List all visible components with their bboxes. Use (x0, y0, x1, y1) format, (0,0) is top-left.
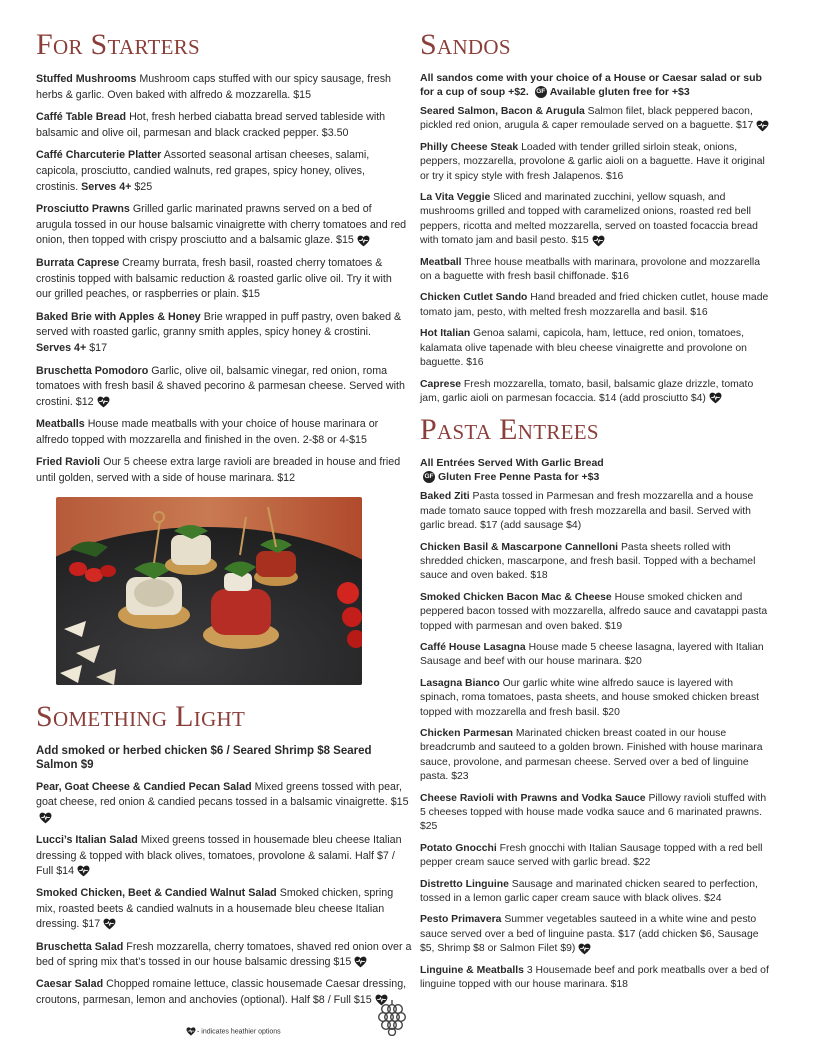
menu-item-description: Three house meatballs with marinara, provolone and mozzarella on a baguette with fresh basil chiffonade. $16 (420, 256, 760, 283)
gluten-free-icon: GF (423, 471, 435, 483)
menu-item-name: Fried Ravioli (36, 456, 101, 469)
pasta-note-line1: All Entrées Served With Garlic Bread (420, 457, 604, 470)
menu-item (36, 110, 408, 141)
menu-item-name: Seared Salmon, Bacon & Arugula (420, 106, 585, 117)
menu-item-description: Pasta tossed in Parmesan and fresh mozzarella and a house made tomato sauce topped with fresh mozzarella and basil. Served with garlic bread. $17 (add sausage $4) (420, 491, 754, 532)
legend-text: - indicates heathier options (197, 1028, 281, 1036)
menu-item-name: Chicken Cutlet Sando (420, 292, 528, 304)
starters-heading: For Starters (36, 28, 201, 61)
menu-item-description: Creamy burrata, fresh basil, roasted cherry tomatoes & crostinis topped with balsamic reduction & roasted garlic olive oil. Try it with our grilled peaches, or raspberries or plain. $15 (36, 256, 392, 301)
menu-item (420, 591, 772, 634)
menu-item (420, 191, 772, 249)
menu-item (420, 727, 772, 785)
sandos-note (420, 72, 772, 99)
menu-item-description: Fresh gnocchi with Italian Sausage topped with a red bell pepper cream sauce served with garlic bread. $22 (420, 842, 763, 869)
menu-item-description: Sliced and marinated zucchini, yellow squash, and mushrooms grilled and topped with caramelized onions, roasted red bell peppers, ricotta and melted mozzarella, served on toasted focaccia bread with tomato jam and basil pesto. $15 (420, 192, 758, 247)
gluten-free-icon: GF (535, 86, 547, 98)
menu-item-name: Hot Italian (420, 328, 471, 340)
menu-item-description: Sausage and marinated chicken seared to perfection, tossed in a lemon garlic caper cream sauce with black olives. $24 (420, 878, 758, 905)
menu-item-description: Smoked chicken, spring mix, roasted beets & candied walnuts in a housemade bleu cheese Italian dressing. $17 (36, 887, 394, 931)
menu-item (36, 780, 414, 826)
menu-item-name: Burrata Caprese (36, 256, 120, 269)
heart-health-icon (357, 235, 370, 247)
menu-item-name: Philly Cheese Steak (420, 141, 519, 153)
menu-item-name: Baked Ziti (420, 491, 470, 503)
menu-item (36, 940, 414, 971)
heart-health-icon (103, 918, 116, 930)
menu-item-name: Caffé Table Bread (36, 111, 127, 124)
light-list (36, 780, 414, 1008)
menu-item-description: Fresh mozzarella, tomato, basil, balsamic glaze drizzle, tomato jam, garlic aioli on parmesan focaccia. $14 (add prosciutto $4) (420, 378, 754, 404)
menu-item (420, 141, 772, 184)
menu-item (420, 256, 772, 285)
menu-item-description: Mushroom caps stuffed with our spicy sausage, fresh herbs & garlic. Oven baked with alfredo & mozzarella. $15 (36, 73, 392, 101)
menu-item (36, 72, 408, 103)
right-column (420, 28, 772, 1000)
menu-item-description: Garlic, olive oil, balsamic vinegar, red onion, roma tomatoes with fresh basil & shaved pecorino & parmesan cheese. Served with crostini. $12 (36, 364, 405, 408)
menu-item-description: Hand breaded and fried chicken cutlet, house made tomato jam, pesto, with melted fresh mozzarella and basil. $16 (420, 292, 769, 318)
menu-item-name: Potato Gnocchi (420, 842, 497, 854)
menu-item-description: House made meatballs with your choice of house marinara or alfredo topped with mozzarella and finished in the oven. 2-$8 or 4-$15 (36, 418, 379, 446)
light-addons-note: Add smoked or herbed chicken $6 / Seared Shrimp $8 Seared Salmon $9 (36, 745, 372, 771)
sandos-list (420, 105, 772, 406)
menu-item-name: Distretto Linguine (420, 878, 509, 890)
menu-item (36, 364, 408, 411)
menu-item-description: Marinated chicken breast coated in our house breadcrumb and sauteed to a golden brown. Finished with house marinara sauce, provolone, and parmesan cheese. Served over a bed of linguine pasta. $23 (420, 728, 763, 783)
menu-item-name: Smoked Chicken Bacon Mac & Cheese (420, 591, 612, 603)
heart-health-icon (39, 812, 52, 824)
menu-item (36, 417, 408, 448)
menu-item (420, 291, 772, 320)
pasta-note-line2: Gluten Free Penne Pasta for +$3 (438, 470, 600, 483)
menu-item-name: Pear, Goat Cheese & Candied Pecan Salad (36, 781, 252, 793)
menu-item-serving: Serves 4+ (81, 180, 132, 193)
menu-item (36, 455, 408, 486)
pasta-list (420, 490, 772, 992)
menu-item-name: Meatball (420, 256, 462, 268)
left-column (36, 28, 408, 494)
appetizer-photo (56, 497, 362, 685)
menu-item-name: Chicken Basil & Mascarpone Cannelloni (420, 541, 619, 553)
something-light-section (36, 700, 414, 1015)
menu-item (36, 833, 414, 879)
menu-item-description: Mixed greens tossed with pear, goat cheese, red onion & candied pecans tossed in a balsamic vinaigrette. $15 (36, 781, 409, 809)
heart-health-icon (578, 943, 591, 955)
heart-health-icon (77, 865, 90, 877)
menu-item-description: Genoa salami, capicola, ham, lettuce, red onion, tomatoes, kalamata olive tapenade with bleu cheese vinaigrette and provolone on baguette. $16 (420, 328, 747, 369)
menu-item-name: Prosciutto Prawns (36, 203, 130, 216)
menu-item-description: Mixed greens tossed in housemade bleu cheese Italian dressing & topped with black olives, tomatoes, provolone & salami. Half $7 / Full $14 (36, 834, 402, 878)
menu-item-name: La Vita Veggie (420, 192, 491, 204)
menu-item (420, 378, 772, 407)
menu-item (420, 641, 772, 670)
menu-item-name: Caprese (420, 378, 462, 390)
menu-item-name: Caffé House Lasagna (420, 641, 526, 653)
menu-item-name: Lasagna Bianco (420, 677, 500, 689)
menu-item (36, 977, 414, 1008)
menu-item (420, 490, 772, 533)
menu-item (36, 886, 414, 932)
pasta-section (420, 413, 772, 992)
menu-item-price: $17 (89, 341, 108, 354)
menu-item-description: Salmon filet, black peppered bacon, pickled red onion, arugula & caper remoulade served on a baguette. $17 (420, 106, 754, 132)
menu-item (36, 310, 408, 357)
heart-health-icon (756, 120, 769, 132)
menu-item-description: Assorted seasonal artisan cheeses, salami, capicola, prosciutto, candied walnuts, red grapes, spicy honey, olives, crostinis. (36, 149, 370, 193)
starters-list (36, 72, 408, 487)
menu-item-name: Pesto Primavera (420, 914, 502, 926)
menu-item (36, 202, 408, 249)
sandos-heading: Sandos (420, 28, 511, 61)
menu-item-description: Brie wrapped in puff pastry, oven baked & served with roasted garlic, granny smith apples, spicy honey & crostini. (36, 310, 402, 339)
menu-item-description: Loaded with tender grilled sirloin steak, onions, peppers, mozzarella, provolone & garlic aioli on a baguette. Have it original or try it spicy style with fresh Jalapenos. $16 (420, 141, 765, 182)
menu-item-description: Summer vegetables sauteed in a white wine and pesto sauce served over a bed of linguine pasta. $17 (add chicken $6, Sausage $5, Shrimp $8 or Salmon Filet $9) (420, 914, 759, 955)
menu-item-name: Caesar Salad (36, 978, 104, 991)
menu-item-description: 3 Housemade beef and pork meatballs over a bed of linguine topped with our house marinara. $18 (420, 964, 769, 991)
menu-item (36, 256, 408, 303)
menu-item-name: Baked Brie with Apples & Honey (36, 310, 201, 323)
heart-health-icon (97, 396, 110, 408)
menu-item (420, 327, 772, 370)
menu-item-price: $25 (134, 180, 153, 193)
pasta-heading: Pasta Entrees (420, 413, 599, 447)
heart-health-icon (592, 235, 605, 247)
menu-item-name: Cheese Ravioli with Prawns and Vodka Sauce (420, 792, 646, 804)
menu-item-description: House made 5 cheese lasagna, layered with Italian Sausage and beef with our house marinara. $20 (420, 641, 764, 668)
heart-health-icon (709, 392, 722, 404)
menu-item-description: Pasta sheets rolled with shredded chicken, mascarpone, and fresh basil. Topped with a bechamel sauce and oven baked. $18 (420, 541, 756, 582)
sandos-gf-text: Available gluten free for +$3 (549, 85, 690, 98)
menu-item (36, 148, 408, 195)
menu-item (420, 964, 772, 993)
menu-item-name: Bruschetta Salad (36, 940, 124, 953)
menu-item (420, 913, 772, 956)
menu-item-description: Our garlic white wine alfredo sauce is layered with spinach, roma tomatoes, pasta sheets, and house smoked chicken breast topped with mozzarella and fresh basil. $20 (420, 677, 760, 718)
light-heading: Something Light (36, 700, 246, 733)
menu-item-name: Chicken Parmesan (420, 728, 513, 739)
heart-health-icon (354, 956, 367, 968)
menu-item-description: Grilled garlic marinated prawns served on a bed of arugula tossed in our house balsamic vinaigrette with cherry tomatoes and red onion, then topped with crispy prosciutto and a balsamic glaze. $15 (36, 203, 407, 247)
menu-item-name: Linguine & Meatballs (420, 964, 524, 976)
menu-item-description: Our 5 cheese extra large ravioli are breaded in house and fried until golden, served with a side of house marinara. $12 (36, 456, 401, 485)
menu-item-name: Meatballs (36, 418, 85, 431)
menu-item (420, 842, 772, 871)
menu-item-name: Smoked Chicken, Beet & Candied Walnut Salad (36, 887, 277, 900)
menu-item-name: Lucci’s Italian Salad (36, 834, 138, 847)
menu-item-description: Chopped romaine lettuce, classic housemade Caesar dressing, croutons, parmesan, lemon and anchovies (optional). Half $8 / Full $15 (36, 978, 407, 1006)
heart-health-icon (186, 1027, 196, 1036)
menu-item-name: Bruschetta Pomodoro (36, 364, 149, 377)
pasta-note (420, 457, 772, 484)
menu-item-description: Fresh mozzarella, cherry tomatoes, shaved red onion over a bed of spring mix that’s tossed in our house balsamic dressing $15 (36, 940, 412, 969)
sandos-note-text: All sandos come with your choice of a House or Caesar salad or sub for a cup of soup +$2. (420, 72, 762, 98)
menu-item-description: Hot, fresh herbed ciabatta bread served tableside with balsamic and olive oil, parmesan and black cracked pepper. $3.50 (36, 111, 386, 139)
menu-item (420, 105, 772, 134)
menu-item (420, 541, 772, 584)
menu-item-name: Stuffed Mushrooms (36, 73, 137, 85)
menu-item-description: Pillowy ravioli stuffed with 5 cheeses topped with house made vodka sauce and 6 marinated prawns. $25 (420, 792, 767, 833)
menu-item (420, 677, 772, 720)
menu-item (420, 878, 772, 907)
grapes-icon (376, 998, 408, 1036)
menu-item (420, 792, 772, 835)
menu-item-description: House smoked chicken and peppered bacon tossed with mozzarella, alfredo sauce and cavatappi pasta topped with parmesan and oven baked. $19 (420, 591, 768, 632)
heart-legend (186, 1027, 281, 1036)
menu-item-name: Caffé Charcuterie Platter (36, 149, 162, 162)
menu-item-serving: Serves 4+ (36, 341, 87, 354)
